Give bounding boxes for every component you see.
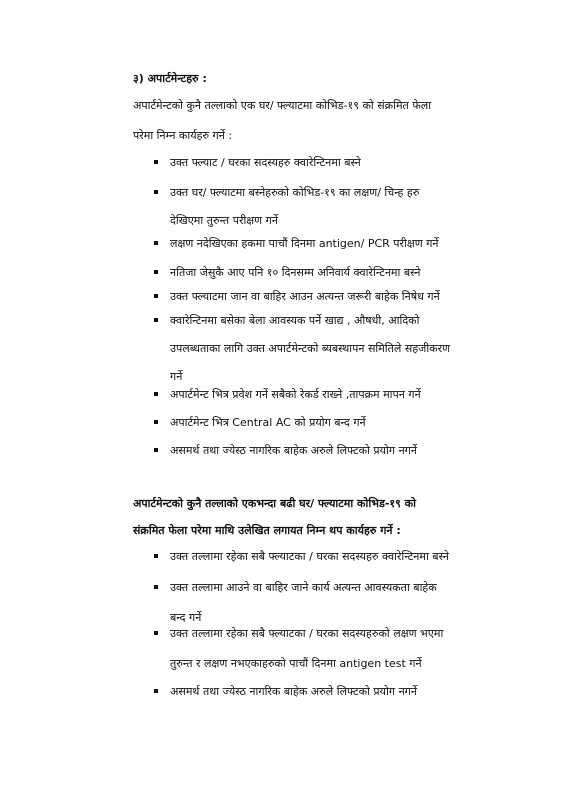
bullet-marker-icon	[154, 241, 158, 245]
bullet-marker-icon	[154, 689, 158, 693]
section-intro-line-1: अपार्टमेन्टको कुनै तल्लाको एक घर/ फ्ल्याटमा कोभिड-१९ को संक्रमित फेला	[133, 99, 432, 112]
bullet-marker-icon	[154, 318, 158, 322]
multi-flat-intro-line-2: संक्रमित फेला परेमा माथि उलेखित लगायत निम्न थप कार्यहरु गर्ने :	[133, 524, 401, 537]
bullet-text-line: उक्त फ्ल्याट / घरका सदस्यहरु क्वारेन्टिनमा बस्ने	[170, 156, 361, 169]
bullet-marker-icon	[154, 448, 158, 452]
bullet-text-line: उक्त फ्ल्याटमा जान वा बाहिर आउन अत्यन्त जरूरी बाहेक निषेध गर्ने	[170, 290, 440, 303]
bullet-marker-icon	[154, 270, 158, 274]
bullet-text-line: देखिएमा तुरुन्त परीक्षण गर्ने	[170, 214, 278, 227]
bullet-text-line: अपार्टमेन्ट भित्र प्रवेश गर्ने सबैको रेकर्ड राख्ने ,तापक्रम मापन गर्ने	[170, 388, 421, 401]
section-heading: ३) अपार्टमेन्टहरु :	[133, 72, 207, 85]
bullet-text-line: उक्त तल्लामा रहेका सबै फ्ल्याटका / घरका सदस्यहरुको लक्षण भएमा	[170, 627, 444, 640]
bullet-marker-icon	[154, 160, 158, 164]
bullet-text-line: असमर्थ तथा ज्येस्ठ नागरिक बाहेक अरुले लिफ्टको प्रयोग नगर्ने	[170, 444, 417, 457]
bullet-text-line: तुरुन्त र लक्षण नभएकाहरुको पाचौं दिनमा antigen test गर्ने	[170, 657, 422, 670]
bullet-text-line: उक्त तल्लामा आउने वा बाहिर जाने कार्य अत्यन्त आवस्यकता बाहेक	[170, 581, 437, 594]
bullet-text-line: अपार्टमेन्ट भित्र Central AC को प्रयोग बन्द गर्ने	[170, 416, 366, 429]
bullet-marker-icon	[154, 420, 158, 424]
bullet-text-line: उपलब्धताका लागि उक्त अपार्टमेन्टको ब्यबस्थापन समितिले सहजीकरण	[170, 342, 451, 355]
bullet-marker-icon	[154, 631, 158, 635]
bullet-marker-icon	[154, 190, 158, 194]
bullet-text-line: नतिजा जेसुकै आए पनि १० दिनसम्म अनिवार्य क्वारेन्टिनमा बस्ने	[170, 266, 421, 279]
bullet-marker-icon	[154, 392, 158, 396]
bullet-text-line: क्वारेन्टिनमा बसेका बेला आवस्यक पर्ने खाद्य , औषधी, आदिको	[170, 314, 420, 327]
bullet-text-line: बन्द गर्ने	[170, 611, 202, 624]
bullet-text-line: उक्त तल्लामा रहेका सबै फ्ल्याटका / घरका सदस्यहरु क्वारेन्टिनमा बस्ने	[170, 550, 449, 563]
bullet-marker-icon	[154, 585, 158, 589]
multi-flat-intro-line-1: अपार्टमेन्टको कुनै तल्लाको एकभन्दा बढी घर/ फ्ल्याटमा कोभिड-१९ को	[133, 497, 416, 510]
bullet-marker-icon	[154, 554, 158, 558]
bullet-marker-icon	[154, 294, 158, 298]
bullet-text-line: लक्षण नदेखिएका हकमा पाचौं दिनमा antigen/ PCR परीक्षण गर्ने	[170, 237, 439, 250]
bullet-text-line: गर्ने	[170, 370, 183, 383]
bullet-text-line: उक्त घर/ फ्ल्याटमा बस्नेहरुको कोभिड-१९ का लक्षण/ चिन्ह हरु	[170, 186, 420, 199]
bullet-text-line: असमर्थ तथा ज्येस्ठ नागरिक बाहेक अरुले लिफ्टको प्रयोग नगर्ने	[170, 685, 417, 698]
section-intro-line-2: परेमा निम्न कार्यहरु गर्ने :	[133, 129, 233, 142]
